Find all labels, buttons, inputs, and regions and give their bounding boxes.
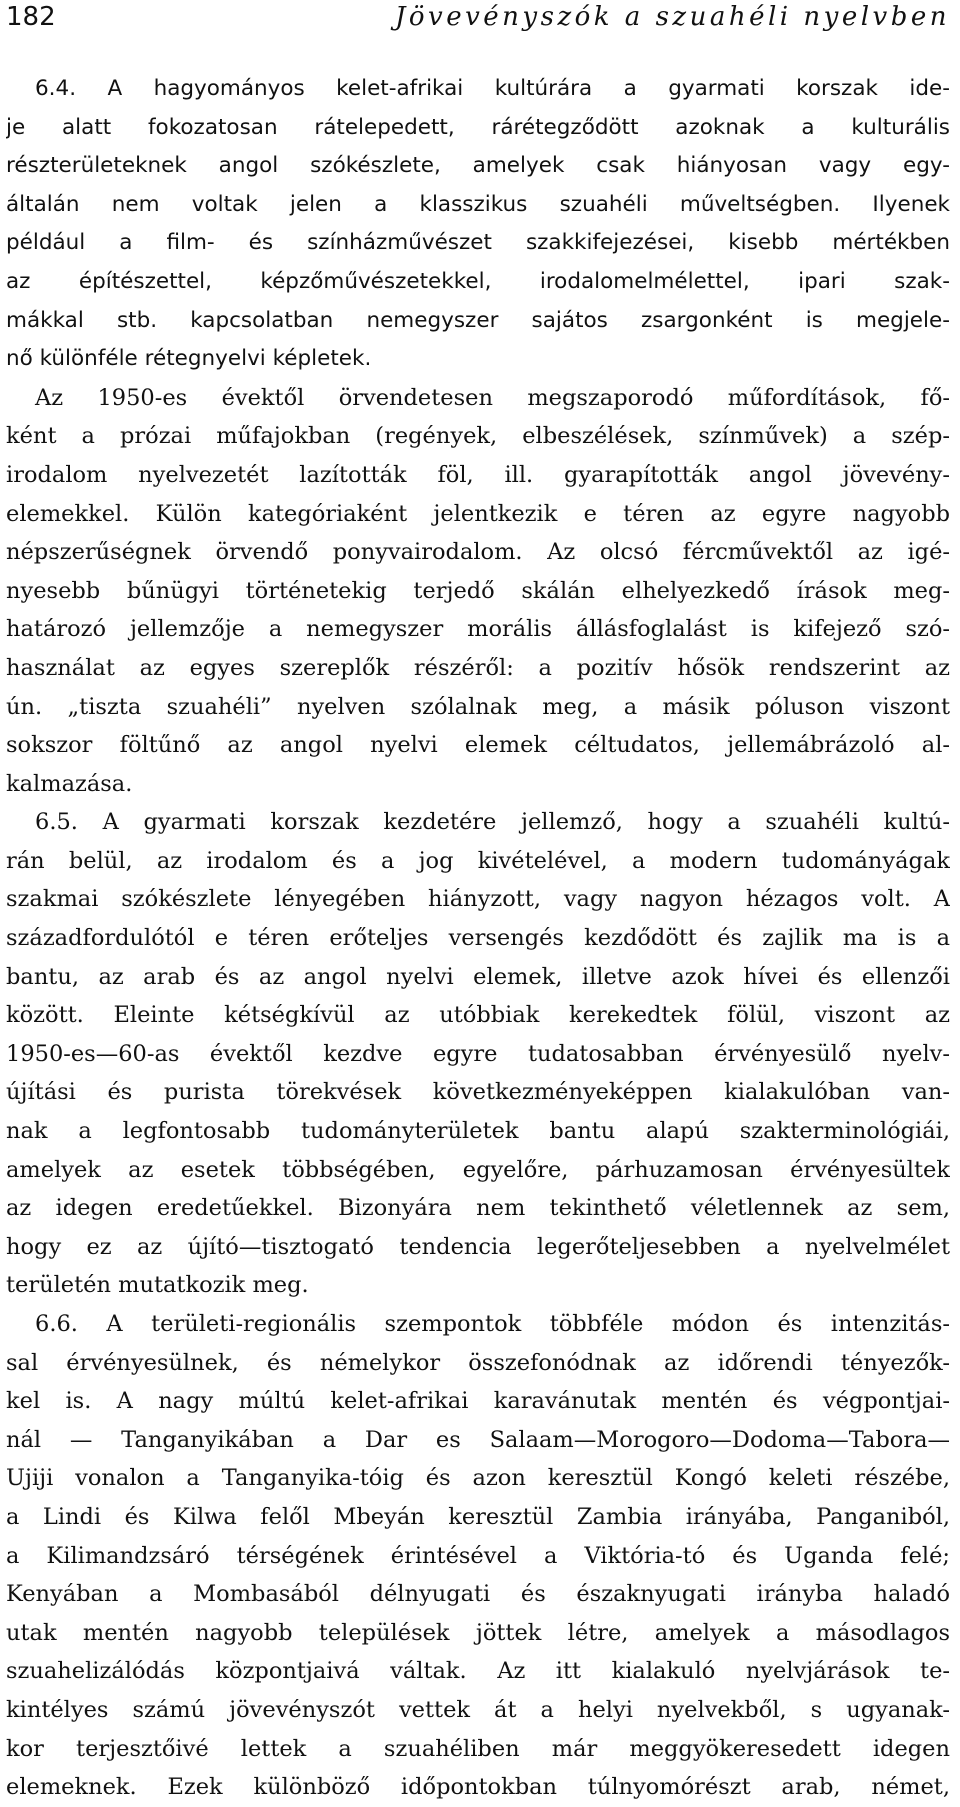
text-line: századfordulótól e téren erőteljes versengés kezdődött és zajlik ma is a [6, 925, 950, 952]
text-line: utak mentén nagyobb települések jöttek létre, amelyek a másodlagos [6, 1619, 950, 1646]
text-line: nál — Tanganyikában a Dar es Salaam—Morogoro—Dodoma—Tabora— [6, 1426, 950, 1453]
text-line: szuahelizálódás központjaivá váltak. Az itt kialakuló nyelvjárások te- [6, 1658, 950, 1685]
text-line: irodalom nyelvezetét lazították föl, ill. gyarapították angol jövevény- [6, 461, 950, 488]
text-line: között. Eleinte kétségkívül az utóbbiak kerekedtek fölül, viszont az [6, 1002, 950, 1029]
text-line: használat az egyes szereplők részéről: a pozitív hősök rendszerint az [6, 654, 950, 681]
body-text [6, 70, 950, 1807]
text-line: nő különféle rétegnyelvi képletek. [6, 346, 372, 372]
text-line: Ujiji vonalon a Tanganyika-tóig és azon keresztül Kongó keleti részébe, [6, 1465, 950, 1492]
text-line: nak a legfontosabb tudományterületek bantu alapú szakterminológiái, [6, 1118, 950, 1145]
text-line: elemekkel. Külön kategóriaként jelentkezik e téren az egyre nagyobb [6, 500, 950, 527]
text-line: 6.5. A gyarmati korszak kezdetére jellemző, hogy a szuahéli kultú- [35, 809, 950, 836]
text-line: részterületeknek angol szókészlete, amelyek csak hiányosan vagy egy- [6, 153, 950, 179]
running-title: Jövevényszók a szuahéli nyelvben [394, 2, 950, 32]
text-line: kel is. A nagy múltú kelet-afrikai karavánutak mentén és végpontjai- [6, 1388, 950, 1415]
text-line: 1950-es—60-as évektől kezdve egyre tudatosabban érvényesülő nyelv- [6, 1040, 950, 1067]
text-line: hogy ez az újító—tisztogató tendencia legerőteljesebben a nyelvelmélet [6, 1233, 950, 1260]
text-line: területén mutatkozik meg. [6, 1272, 309, 1299]
text-line: je alatt fokozatosan rátelepedett, rárétegződött azoknak a kulturális [6, 114, 950, 140]
text-line: ún. „tiszta szuahéli” nyelven szólalnak meg, a másik póluson viszont [6, 693, 950, 720]
text-line: szakmai szókészlete lényegében hiányzott, vagy nagyon hézagos volt. A [6, 886, 950, 913]
text-line: sokszor föltűnő az angol nyelvi elemek céltudatos, jellemábrázoló al- [6, 732, 950, 759]
text-line: mákkal stb. kapcsolatban nemegyszer sajátos zsargonként is megjele- [6, 307, 950, 333]
text-line: amelyek az esetek többségében, egyelőre, párhuzamosan érvényesültek [6, 1156, 950, 1183]
text-line: bantu, az arab és az angol nyelvi elemek, illetve azok hívei és ellenzői [6, 963, 950, 990]
text-line: az építészettel, képzőművészetekkel, irodalomelmélettel, ipari szak- [6, 268, 950, 294]
text-line: sal érvényesülnek, és némelykor összefonódnak az időrendi tényezők- [6, 1349, 950, 1376]
text-line: nyesebb bűnügyi történetekig terjedő skálán elhelyezkedő írások meg- [6, 577, 950, 604]
page-header [6, 0, 950, 56]
text-line: népszerűségnek örvendő ponyvairodalom. Az olcsó fércművektől az igé- [6, 539, 950, 566]
text-line: például a film- és színházművészet szakkifejezései, kisebb mértékben [6, 230, 950, 256]
text-line: a Lindi és Kilwa felől Mbeyán keresztül Zambia irányába, Panganiból, [6, 1503, 950, 1530]
text-line: kalmazása. [6, 770, 133, 797]
text-line: Kenyában a Mombasából délnyugati és északnyugati irányba haladó [6, 1581, 950, 1608]
text-line: rán belül, az irodalom és a jog kivételével, a modern tudományágak [6, 847, 950, 874]
text-line: ként a prózai műfajokban (regények, elbeszélések, színművek) a szép- [6, 423, 950, 450]
text-line: kor terjesztőivé lettek a szuahéliben már meggyökeresedett idegen [6, 1735, 950, 1762]
text-line: a Kilimandzsáró térségének érintésével a Viktória-tó és Uganda felé; [6, 1542, 950, 1569]
text-line: 6.6. A területi-regionális szempontok többféle módon és intenzitás- [35, 1311, 950, 1337]
text-line: újítási és purista törekvések következményeképpen kialakulóban van- [6, 1079, 950, 1106]
text-line: határozó jellemzője a nemegyszer morális állásfoglalást is kifejező szó- [6, 616, 950, 643]
text-line: 6.4. A hagyományos kelet-afrikai kultúrára a gyarmati korszak ide- [35, 76, 950, 101]
text-line: elemeknek. Ezek különböző időpontokban túlnyomórészt arab, német, [6, 1774, 950, 1801]
text-line: kintélyes számú jövevényszót vettek át a helyi nyelvekből, s ugyanak- [6, 1696, 950, 1723]
text-line: Az 1950-es évektől örvendetesen megszaporodó műfordítások, fő- [35, 384, 950, 411]
text-line: az idegen eredetűekkel. Bizonyára nem tekinthető véletlennek az sem, [6, 1195, 950, 1222]
page-number: 182 [6, 2, 56, 32]
text-line: általán nem voltak jelen a klasszikus szuahéli műveltségben. Ilyenek [6, 191, 950, 217]
